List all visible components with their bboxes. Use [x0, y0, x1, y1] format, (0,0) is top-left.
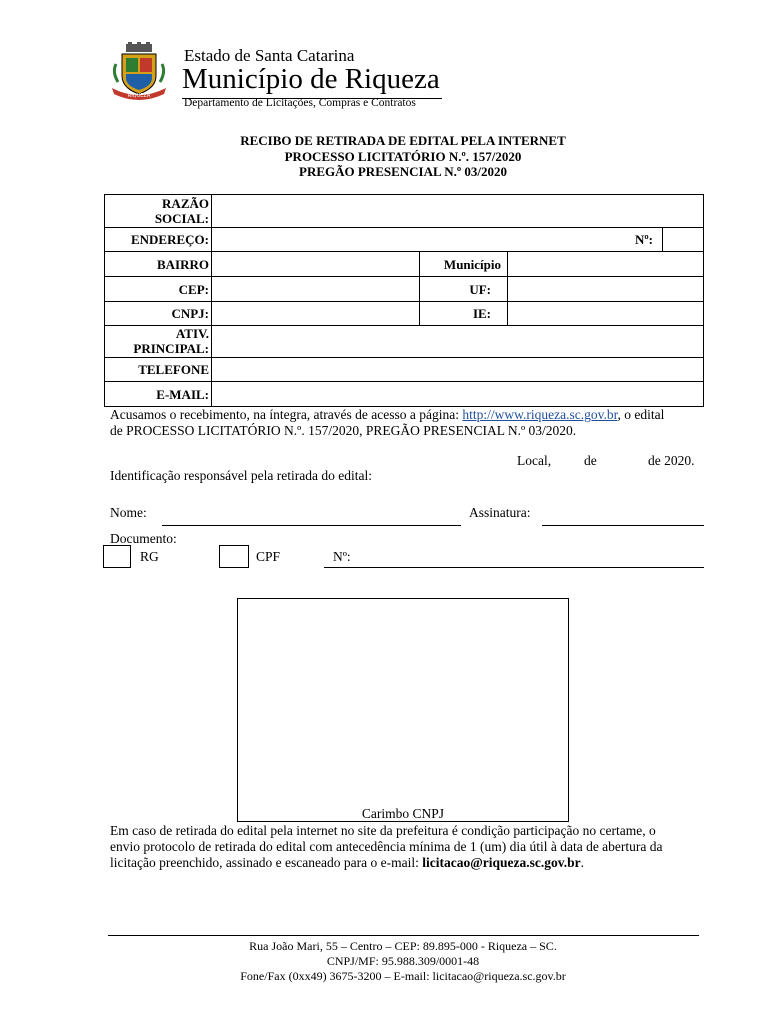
footer-divider: [108, 935, 699, 936]
telefone-label: TELEFONE: [138, 362, 209, 377]
email-label: E-MAIL:: [156, 387, 209, 402]
ativ-principal-label: ATIV. PRINCIPAL:: [133, 326, 209, 356]
numero-label: Nº:: [634, 232, 653, 247]
municipal-crest-logo: [108, 42, 170, 104]
date-year: de 2020.: [648, 453, 695, 468]
website-link[interactable]: http://www.riqueza.sc.gov.br: [462, 407, 618, 422]
rg-checkbox[interactable]: [103, 545, 131, 568]
date-de: de: [584, 453, 597, 468]
document-title: RECIBO DE RETIRADA DE EDITAL PELA INTERNET: [240, 133, 566, 148]
pregao-number: PREGÃO PRESENCIAL N.º 03/2020: [299, 164, 507, 179]
uf-label: UF:: [469, 282, 491, 297]
municipio-label: Município: [443, 257, 501, 272]
document-number-label: Nº:: [333, 549, 351, 564]
date-local: Local,: [517, 453, 552, 468]
nome-field[interactable]: [162, 525, 461, 526]
assinatura-field[interactable]: [542, 525, 704, 526]
nome-label: Nome:: [110, 505, 147, 520]
footer-address: Rua João Mari, 55 – Centro – CEP: 89.895-000 - Riqueza – SC.: [249, 939, 557, 953]
state-name: Estado de Santa Catarina: [184, 46, 355, 65]
assinatura-label: Assinatura:: [469, 505, 531, 520]
receipt-line-2: de PROCESSO LICITATÓRIO N.º. 157/2020, PREGÃO PRESENCIAL N.º 03/2020.: [110, 423, 577, 438]
stamp-caption: Carimbo CNPJ: [361, 806, 445, 821]
company-form-table: [104, 194, 704, 407]
document-number-field[interactable]: [324, 567, 704, 568]
footer-cnpj: CNPJ/MF: 95.988.309/0001-48: [326, 954, 480, 968]
endereco-label: ENDEREÇO:: [130, 232, 209, 247]
cep-label: CEP:: [178, 282, 209, 297]
footer-contact: Fone/Fax (0xx49) 3675-3200 – E-mail: licitacao@riqueza.sc.gov.br: [240, 969, 566, 983]
cnpj-label: CNPJ:: [171, 306, 209, 321]
receipt-line-1: Acusamos o recebimento, na íntegra, através de acesso a página: http://www.riqueza.sc.gov.br, o edital: [110, 407, 665, 422]
cpf-label: CPF: [256, 549, 281, 564]
bairro-label: BAIRRO: [156, 257, 209, 272]
notice-line-1: Em caso de retirada do edital pela internet no site da prefeitura é condição participação no certame, o: [110, 823, 656, 838]
notice-email: licitacao@riqueza.sc.gov.br: [422, 855, 581, 870]
cnpj-stamp-box: [237, 598, 569, 822]
documento-label: Documento:: [110, 531, 177, 546]
department-name: Departamento de Licitações, Compras e Contratos: [184, 97, 416, 109]
razao-social-label: RAZÃO SOCIAL:: [154, 196, 209, 226]
process-number: PROCESSO LICITATÓRIO N.º. 157/2020: [284, 149, 522, 164]
rg-label: RG: [140, 549, 159, 564]
notice-line-2: envio protocolo de retirada do edital com antecedência mínima de 1 (um) dia útil à data de abertura da: [110, 839, 663, 854]
crest-banner-text: RIQUEZA: [127, 93, 151, 99]
municipality-name: Município de Riqueza: [182, 63, 440, 95]
identification-label: Identificação responsável pela retirada do edital:: [110, 468, 372, 483]
ie-label: IE:: [472, 306, 491, 321]
notice-line-3: licitação preenchido, assinado e escaneado para o e-mail: licitacao@riqueza.sc.gov.br.: [110, 855, 585, 870]
cpf-checkbox[interactable]: [219, 545, 249, 568]
